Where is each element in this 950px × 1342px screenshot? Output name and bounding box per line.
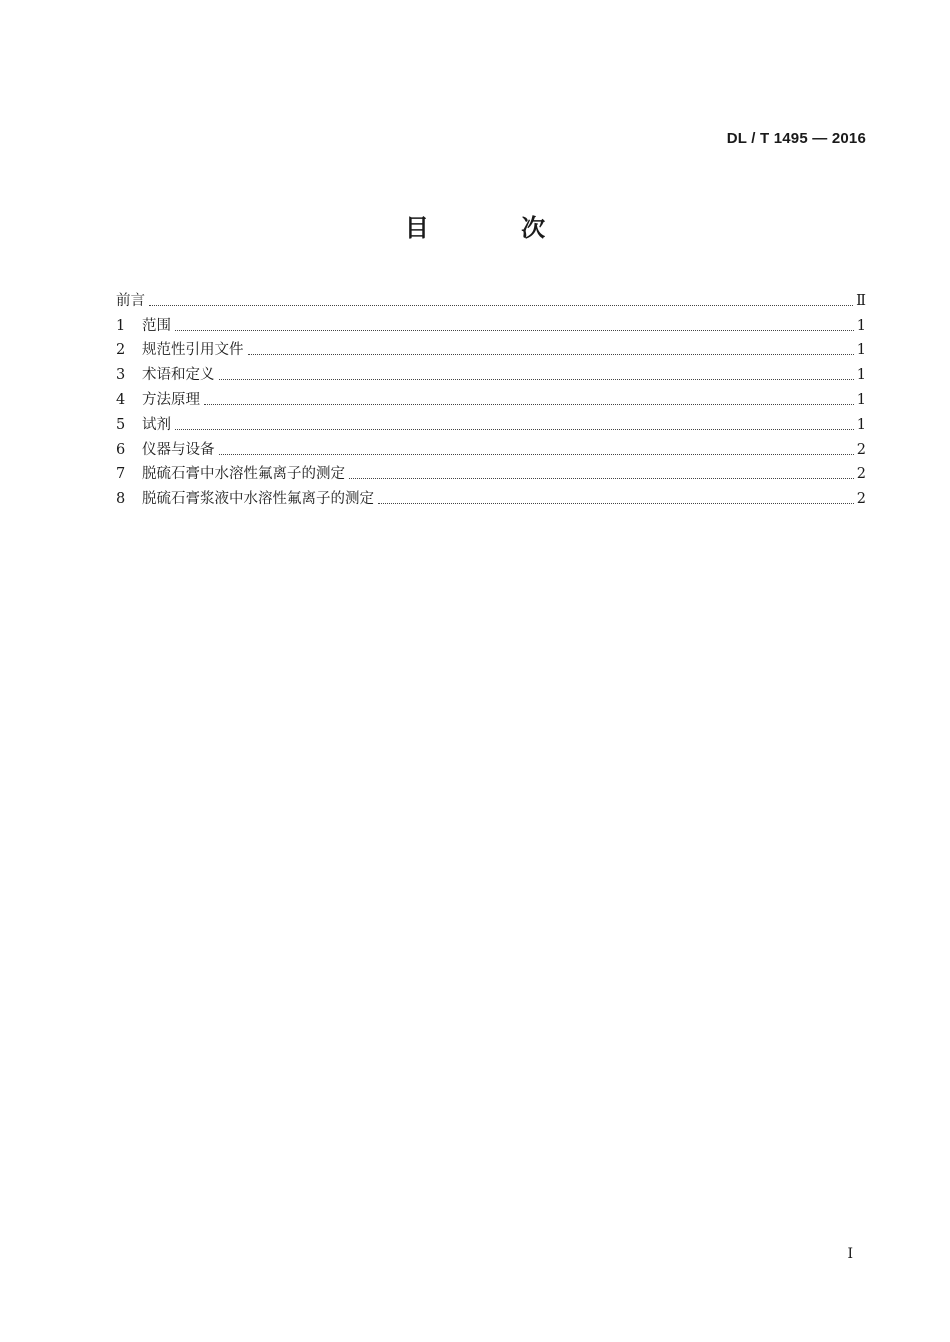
toc-entry-title: 脱硫石膏浆液中水溶性氟离子的测定 [142,491,374,508]
toc-entry-title: 范围 [142,317,171,334]
dot-leader [248,354,854,355]
toc-entry-page: Ⅱ [856,292,866,309]
toc-entry-title: 前言 [116,292,145,309]
dot-leader [149,305,853,306]
page-number: I [847,1246,853,1262]
toc-entry-number: 5 [116,416,126,433]
toc-entry-4[interactable] [116,385,866,410]
toc-entry-number: 4 [116,391,126,408]
page-title: 目 次 [404,214,588,242]
toc-entry-number: 2 [116,342,126,359]
toc-entry-number: 6 [116,441,126,458]
toc-entry-1[interactable] [116,311,866,336]
toc-entry-title: 规范性引用文件 [142,342,244,359]
toc-entry-foreword[interactable] [116,286,866,311]
dot-leader [175,330,854,331]
toc-entry-8[interactable] [116,484,866,509]
toc-entry-3[interactable] [116,360,866,385]
dot-leader [175,429,854,430]
toc-entry-page: 1 [856,317,866,334]
toc-entry-page: 2 [856,491,866,508]
dot-leader [219,379,854,380]
dot-leader [204,404,854,405]
toc-entry-page: 2 [856,441,866,458]
dot-leader [378,503,854,504]
toc-entry-2[interactable] [116,336,866,361]
toc-entry-page: 1 [856,391,866,408]
toc-entry-title: 脱硫石膏中水溶性氟离子的测定 [142,466,345,483]
toc-entry-7[interactable] [116,460,866,485]
table-of-contents [116,286,866,509]
toc-entry-number: 7 [116,466,126,483]
dot-leader [219,454,854,455]
toc-entry-title: 术语和定义 [142,367,215,384]
toc-entry-number: 1 [116,317,126,334]
toc-entry-6[interactable] [116,435,866,460]
dot-leader [349,478,854,479]
toc-entry-5[interactable] [116,410,866,435]
toc-entry-page: 1 [856,416,866,433]
toc-entry-number: 3 [116,367,126,384]
toc-entry-title: 仪器与设备 [142,441,215,458]
toc-entry-title: 试剂 [142,416,171,433]
toc-entry-page: 1 [856,367,866,384]
standard-code: DL / T 1495 — 2016 [726,130,866,147]
toc-entry-page: 2 [856,466,866,483]
toc-entry-number: 8 [116,491,126,508]
toc-entry-page: 1 [856,342,866,359]
toc-entry-title: 方法原理 [142,391,200,408]
